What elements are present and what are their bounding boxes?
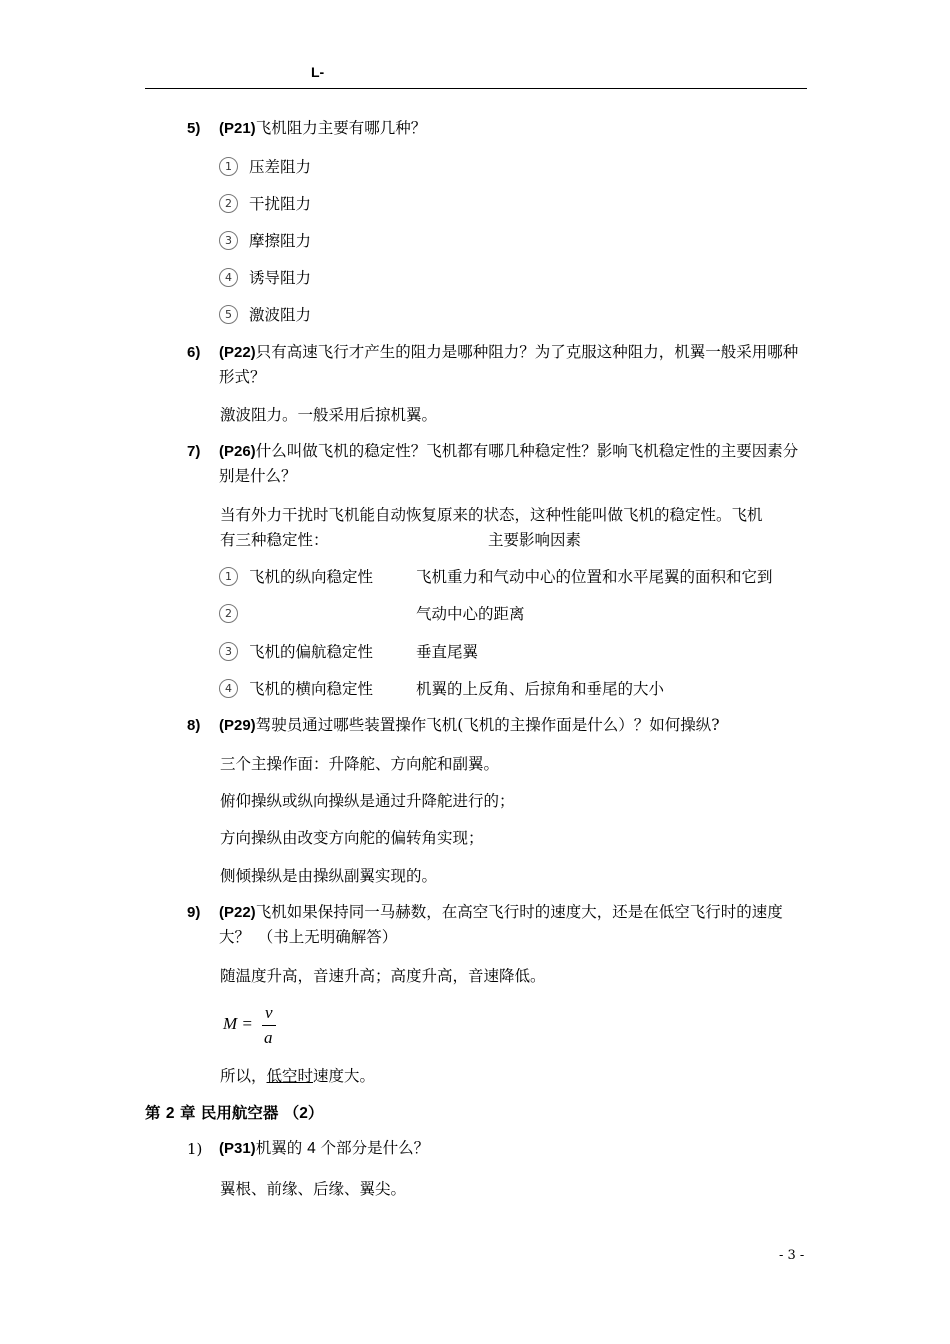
page-ref: (P26) <box>219 443 256 460</box>
stability-factor: 飞机重力和气动中心的位置和水平尾翼的面积和它到 <box>416 568 773 586</box>
answer-text: 当有外力干扰时飞机能自动恢复原来的状态，这种性能叫做飞机的稳定性。飞机 <box>220 506 763 524</box>
question-5 <box>219 116 809 141</box>
answer-text: 方向操纵由改变方向舵的偏转角实现； <box>220 829 484 847</box>
question-text: 个部分是什么？ <box>315 1139 430 1157</box>
question-number-inline: 4 <box>307 1140 316 1157</box>
circled-number: 3 <box>219 231 238 250</box>
list-item: 摩擦阻力 <box>249 232 312 250</box>
circled-number: 1 <box>219 567 238 586</box>
mach-formula <box>223 1003 283 1049</box>
question-text: 飞机如果保持同一马赫数，在高空飞行时的速度大，还是在低空飞行时的速度大？ （书上无明确解答） <box>219 903 783 946</box>
circled-number: 4 <box>219 268 238 287</box>
answer-text: 俯仰操纵或纵向操纵是通过升降舵进行的； <box>220 792 515 810</box>
answer-text: 三个主操作面：升降舵、方向舵和副翼。 <box>220 755 500 773</box>
formula-lhs: M = <box>223 1014 253 1033</box>
formula-denominator: a <box>264 1028 273 1047</box>
question-number: 5) <box>187 120 201 137</box>
stability-factor: 机翼的上反角、后掠角和垂尾的大小 <box>416 680 665 698</box>
fraction-bar <box>262 1025 276 1026</box>
chapter-part: 2 <box>299 1105 308 1122</box>
circled-number: 2 <box>219 604 238 623</box>
conclusion-suffix: 速度大。 <box>313 1067 376 1085</box>
circled-number: 1 <box>219 157 238 176</box>
answer-text: 侧倾操纵是由操纵副翼实现的。 <box>220 867 438 885</box>
question-number: 1) <box>187 1140 203 1158</box>
circled-number: 4 <box>219 679 238 698</box>
page-ref: (P21) <box>219 120 256 137</box>
answer-text: 随温度升高，音速升高；高度升高，音速降低。 <box>220 967 546 985</box>
formula-numerator: v <box>265 1003 273 1022</box>
stability-factor: 垂直尾翼 <box>416 643 479 661</box>
chapter-prefix: 第 <box>145 1103 161 1122</box>
answer-text: 激波阻力。一般采用后掠机翼。 <box>220 406 438 424</box>
stability-item: 飞机的纵向稳定性 <box>249 568 374 586</box>
list-item: 诱导阻力 <box>249 269 312 287</box>
question-text: 机翼的 <box>255 1139 308 1157</box>
stability-factor: 气动中心的距离 <box>416 605 525 623</box>
question-text: 什么叫做飞机的稳定性？飞机都有哪几种稳定性？影响飞机稳定性的主要因素分别是什么？ <box>219 442 799 485</box>
header-mark: L- <box>311 64 325 80</box>
chapter-close: ） <box>307 1103 324 1122</box>
question-number: 8) <box>187 717 201 734</box>
answer-text: 翼根、前缘、后缘、翼尖。 <box>220 1180 407 1198</box>
question-text: 飞机阻力主要有哪几种？ <box>255 119 427 137</box>
list-item: 压差阻力 <box>249 158 312 176</box>
question-9 <box>219 900 809 950</box>
chapter-heading <box>145 1101 323 1123</box>
question-text: 驾驶员通过哪些装置操作飞机(飞机的主操作面是什么）？如何操纵? <box>255 716 720 734</box>
chapter2-question-1 <box>219 1136 809 1161</box>
answer-text: 有三种稳定性： <box>220 531 329 549</box>
stability-item: 飞机的横向稳定性 <box>249 680 374 698</box>
question-text: 只有高速飞行才产生的阻力是哪种阻力？为了克服这种阻力，机翼一般采用哪种形式？ <box>219 343 799 386</box>
page-ref: (P31) <box>219 1140 256 1157</box>
list-item: 干扰阻力 <box>249 195 312 213</box>
stability-item: 飞机的偏航稳定性 <box>249 643 374 661</box>
header-rule <box>145 88 807 89</box>
chapter-title: 章 民用航空器 （ <box>179 1103 300 1122</box>
chapter-number: 2 <box>165 1105 175 1122</box>
question-6 <box>219 340 809 390</box>
question-7 <box>219 439 809 489</box>
question-number: 7) <box>187 443 201 460</box>
conclusion-prefix: 所以， <box>220 1067 267 1085</box>
question-number: 9) <box>187 904 201 921</box>
page-ref: (P22) <box>219 904 256 921</box>
question-8 <box>219 713 809 738</box>
page-ref: (P22) <box>219 344 256 361</box>
circled-number: 3 <box>219 642 238 661</box>
conclusion-underlined: 低空时 <box>266 1067 314 1085</box>
circled-number: 2 <box>219 194 238 213</box>
factor-column-header: 主要影响因素 <box>488 531 582 549</box>
page-number: - 3 - <box>779 1248 805 1263</box>
conclusion-text <box>220 1064 375 1086</box>
list-item: 激波阻力 <box>249 306 312 324</box>
question-number: 6) <box>187 344 201 361</box>
page-ref: (P29) <box>219 717 256 734</box>
circled-number: 5 <box>219 305 238 324</box>
